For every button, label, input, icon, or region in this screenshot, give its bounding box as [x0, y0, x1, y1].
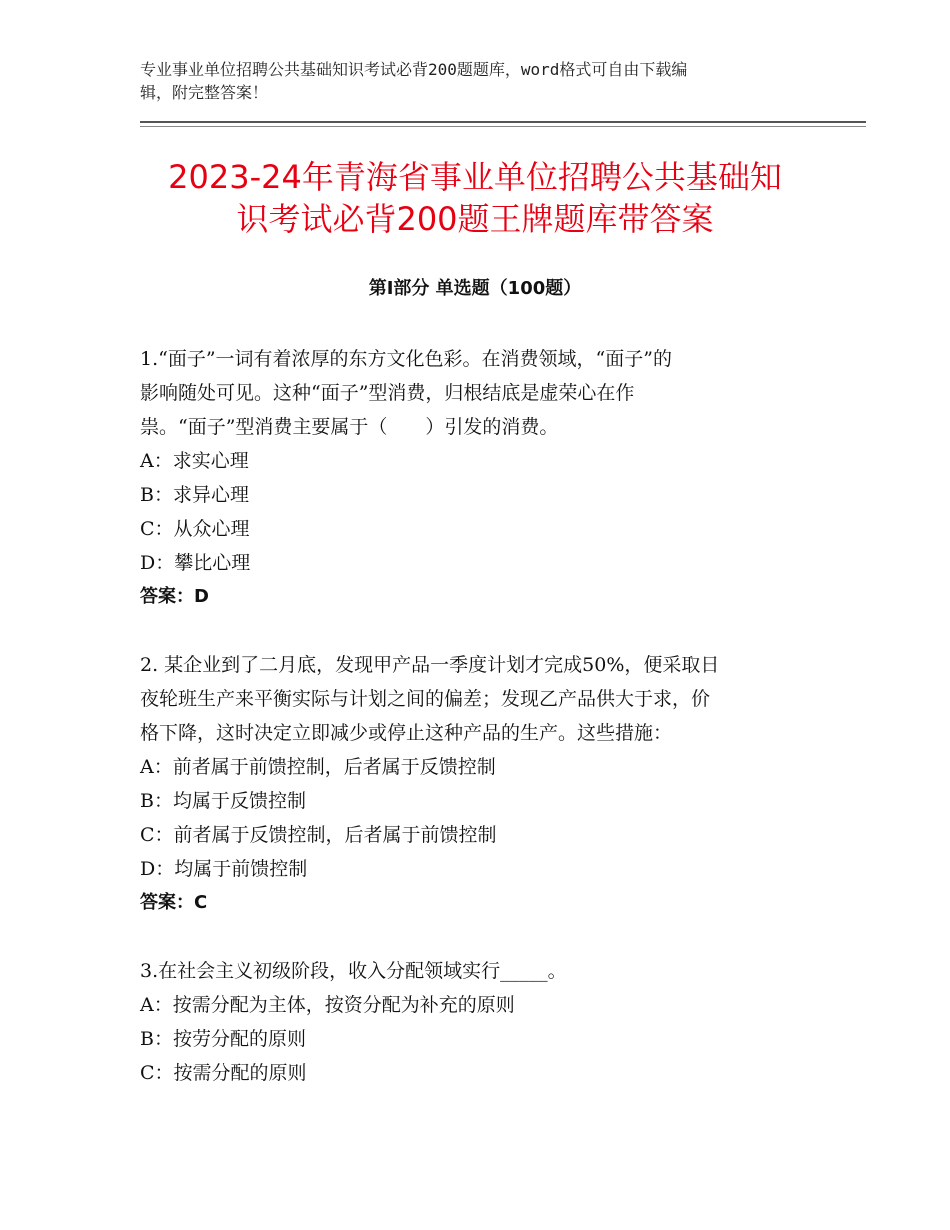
question-stem-line: 祟。“面子”型消费主要属于（ ）引发的消费。 — [140, 416, 559, 438]
question-3 — [140, 954, 805, 1090]
option-d: D：攀比心理 — [140, 552, 251, 574]
option-a: A：按需分配为主体，按资分配为补充的原则 — [140, 994, 515, 1016]
question-list — [140, 342, 805, 1090]
option-d: D：均属于前馈控制 — [140, 858, 308, 880]
answer: 答案：D — [140, 586, 209, 607]
option-b: B：均属于反馈控制 — [140, 790, 306, 812]
section-heading: 第Ⅰ部分 单选题（100题） — [368, 278, 582, 299]
option-a: A：前者属于前馈控制，后者属于反馈控制 — [140, 756, 496, 778]
header-note — [140, 58, 800, 104]
header-note-line-2: 辑，附完整答案！ — [140, 83, 269, 102]
document-title-line-2: 识考试必背200题王牌题库带答案 — [236, 200, 714, 238]
answer: 答案：C — [140, 892, 208, 913]
question-spacer — [140, 920, 805, 954]
question-2 — [140, 648, 805, 920]
question-stem-line: 1.“面子”一词有着浓厚的东方文化色彩。在消费领域，“面子”的 — [140, 348, 672, 370]
question-1 — [140, 342, 805, 614]
question-spacer — [140, 614, 805, 648]
option-b: B：按劳分配的原则 — [140, 1028, 306, 1050]
document-title — [100, 156, 850, 240]
header-divider-thin — [140, 126, 866, 127]
question-stem-line: 夜轮班生产来平衡实际与计划之间的偏差；发现乙产品供大于求，价 — [140, 688, 711, 710]
option-c: C：前者属于反馈控制，后者属于前馈控制 — [140, 824, 497, 846]
option-b: B：求异心理 — [140, 484, 249, 506]
header-divider-thick — [140, 121, 866, 123]
question-stem-line: 格下降，这时决定立即减少或停止这种产品的生产。这些措施： — [140, 722, 673, 744]
question-stem-line: 3.在社会主义初级阶段，收入分配领域实行_____。 — [140, 960, 567, 982]
question-stem-line: 2. 某企业到了二月底，发现甲产品一季度计划才完成50%，便采取日 — [140, 654, 720, 676]
question-stem-line: 影响随处可见。这种“面子”型消费，归根结底是虚荣心在作 — [140, 382, 635, 404]
document-title-line-1: 2023-24年青海省事业单位招聘公共基础知 — [168, 158, 782, 196]
option-c: C：从众心理 — [140, 518, 250, 540]
header-note-line-1: 专业事业单位招聘公共基础知识考试必背200题题库，word格式可自由下载编 — [140, 60, 688, 79]
option-c: C：按需分配的原则 — [140, 1062, 307, 1084]
option-a: A：求实心理 — [140, 450, 249, 472]
